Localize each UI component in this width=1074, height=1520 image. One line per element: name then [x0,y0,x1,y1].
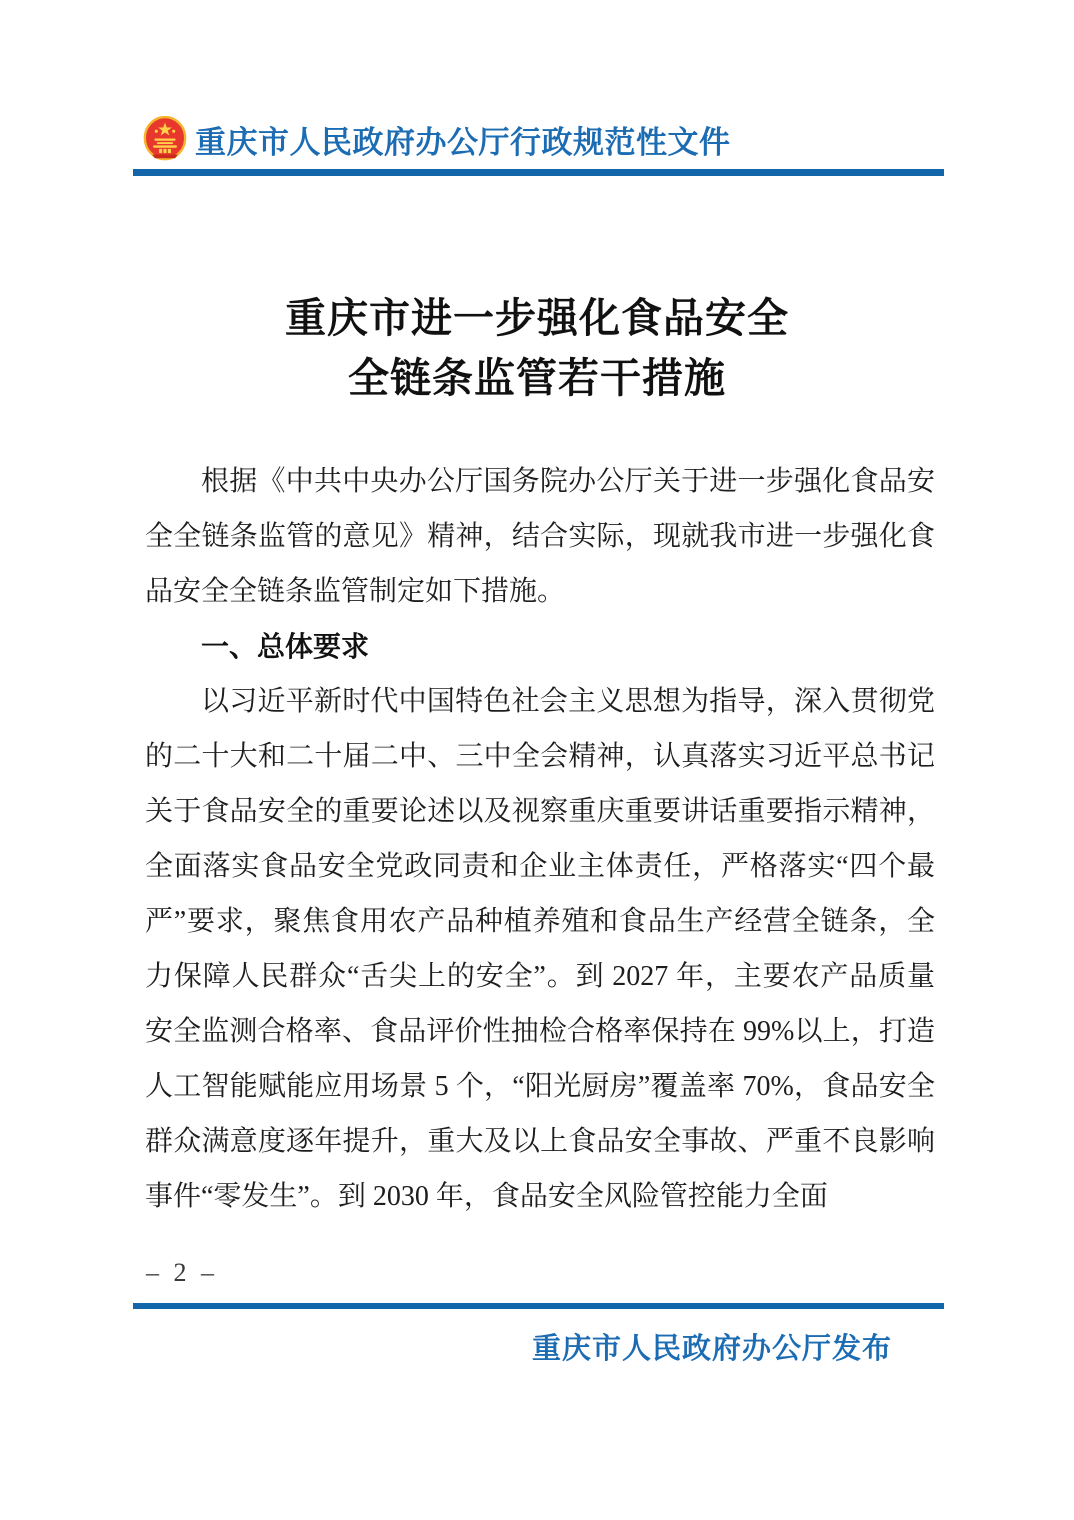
paragraph-intro: 根据《中共中央办公厅国务院办公厅关于进一步强化食品安全全链条监管的意见》精神，结合实际，现就我市进一步强化食品安全全链条监管制定如下措施。 [145,466,935,607]
page-number: – 2 – [146,1258,218,1287]
document-body [145,454,935,1224]
footer-publisher: 重庆市人民政府办公厅发布 [531,1333,892,1365]
footer-rule [133,1303,944,1309]
header-banner-title: 重庆市人民政府办公厅行政规范性文件 [195,124,731,160]
national-emblem-icon [143,116,187,162]
paragraph-section-1: 以习近平新时代中国特色社会主义思想为指导，深入贯彻党的二十大和二十届二中、三中全会精神，认真落实习近平总书记关于食品安全的重要论述以及视察重庆重要讲话重要指示精神，全面落实食品安全党政同责和企业主体责任，严格落实“四个最严”要求，聚焦食用农产品种植养殖和食品生产经营全链条，全力保障人民群众“舌尖上的安全”。到 2027 年，主要农产品质量安全监测合格率、食品评价性抽检合格率保持在 99%以上，打造人工智能赋能应用场景 5 个，“阳光厨房”覆盖率 70%，食品安全群众满意度逐年提升，重大及以上食品安全事故、严重不良影响事件“零发生”。到 2030 年，食品安全风险管控能力全面 [145,686,935,1212]
header-banner [143,116,731,162]
section-heading-1: 一、总体要求 [201,631,370,662]
document-title-line2: 全链条监管若干措施 [348,355,726,401]
header-rule [133,169,944,176]
document-title-line1: 重庆市进一步强化食品安全 [285,295,789,341]
document-title [0,288,1074,408]
